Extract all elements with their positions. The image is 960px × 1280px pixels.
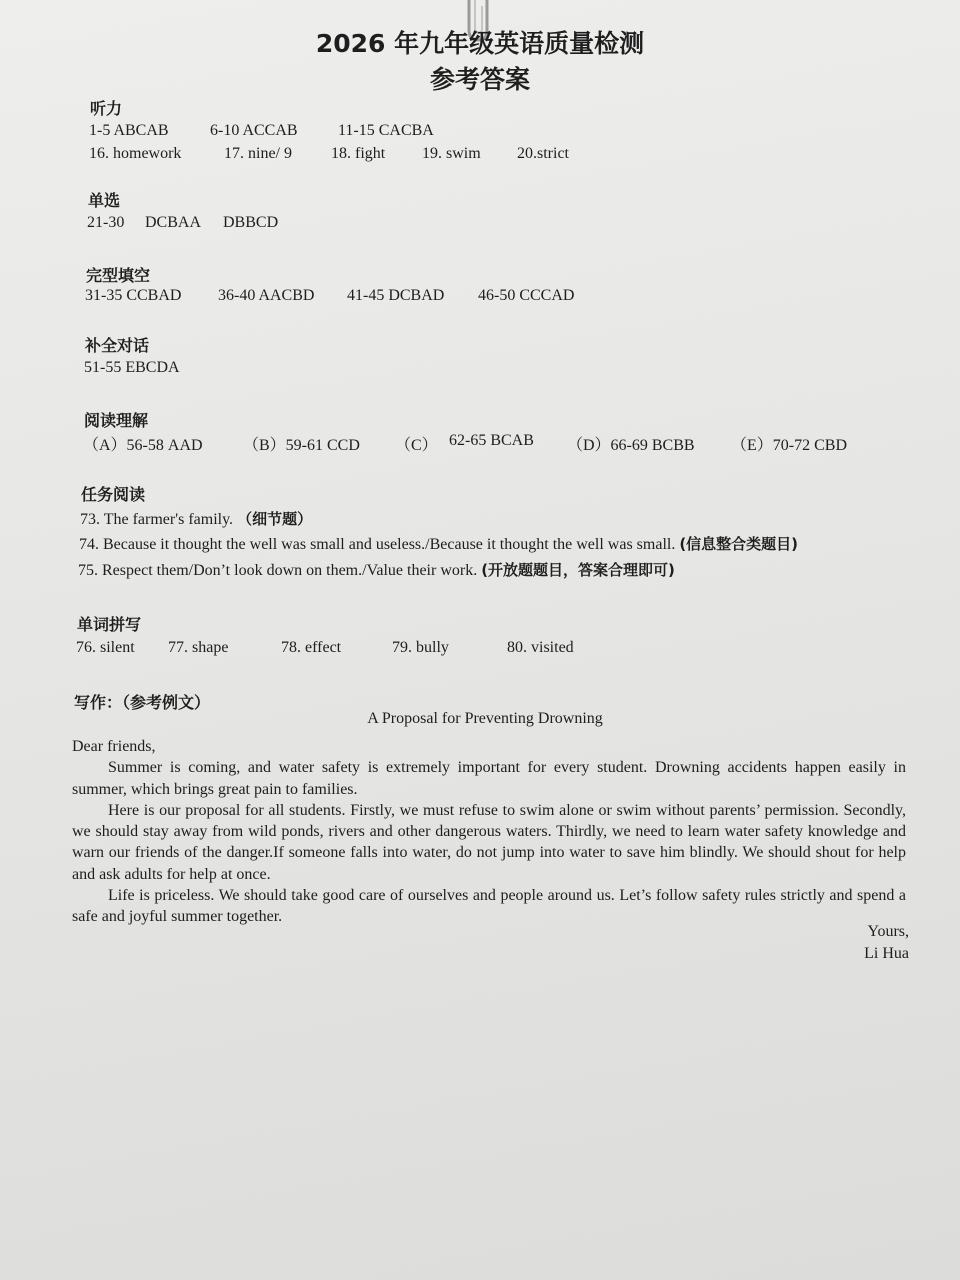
answer-item: 77. shape [168, 639, 229, 656]
answer-text: 74. Because it thought the well was small and useless./Because it thought the well was small. [79, 536, 676, 553]
answer-note: (信息整合类题目) [679, 535, 799, 553]
listening-heading: 听力 [90, 99, 123, 118]
essay-paragraph: Here is our proposal for all students. Firstly, we must refuse to swim alone or swim without parents’ permission. Secondly, we should stay away from wild ponds, rivers and other dangerous waters. Thirdly, we need to learn water safety knowledge and warn our friends of the danger.If someone falls into water, do not jump into water to save him blindly. We should shout for help and ask adults for help at once. [72, 801, 906, 883]
dialogue-heading: 补全对话 [85, 336, 150, 355]
answer-item: 6-10 ACCAB [210, 122, 298, 139]
page-title [0, 26, 960, 98]
answer-item: 36-40 AACBD [218, 287, 315, 304]
answer-item: DBBCD [223, 214, 279, 231]
answer-item: 31-35 CCBAD [85, 287, 182, 304]
answer-item: 11-15 CACBA [338, 122, 434, 139]
answer-item: 16. homework [89, 145, 182, 162]
single-choice-heading: 单选 [88, 191, 121, 210]
answer-item: 76. silent [76, 639, 135, 656]
writing-heading: 写作：（参考例文） [74, 693, 211, 712]
essay-body [72, 736, 906, 928]
essay-paragraph: Summer is coming, and water safety is extremely important for every student. Drowning accidents happen easily in summer, which brings great pain to families. [72, 759, 906, 798]
answer-item: 20.strict [517, 145, 569, 162]
answer-range: 21-30 [87, 214, 125, 231]
essay-closing: Yours, [867, 923, 909, 940]
answer-text: 75. Respect them/Don’t look down on them./Value their work. [78, 562, 478, 579]
answer-item: （A）56-58 AAD [83, 437, 203, 454]
answer-item: （B）59-61 CCD [243, 437, 360, 454]
title-line-2: 参考答案 [429, 65, 530, 94]
answer-item: 1-5 ABCAB [89, 122, 169, 139]
spelling-heading: 单词拼写 [77, 615, 142, 634]
answer-item: （C） [395, 437, 438, 454]
answer-item: （D）66-69 BCBB [567, 437, 695, 454]
essay-paragraph: Life is priceless. We should take good care of ourselves and people around us. Let’s follow safety rules strictly and spend a safe and joyful summer together. [72, 887, 906, 926]
answer-item: 62-65 BCAB [449, 432, 534, 449]
answer-item: 78. effect [281, 639, 342, 656]
answer-73 [80, 508, 312, 529]
answer-item: 80. visited [507, 639, 574, 656]
essay-title: A Proposal for Preventing Drowning [367, 710, 603, 727]
essay-signature: Li Hua [864, 945, 909, 962]
title-line-1: 2026 年九年级英语质量检测 [315, 29, 645, 58]
answer-item: 17. nine/ 9 [224, 145, 292, 162]
cloze-heading: 完型填空 [86, 266, 151, 285]
task-reading-heading: 任务阅读 [81, 485, 146, 504]
answer-item: 18. fight [331, 145, 386, 162]
answer-text: 73. The farmer's family. [80, 511, 234, 528]
answer-item: 41-45 DCBAD [347, 287, 445, 304]
answer-item: DCBAA [145, 214, 202, 231]
answer-note: （细节题） [237, 510, 313, 528]
answer-74 [79, 533, 798, 554]
answer-note: (开放题题目，答案合理即可) [481, 561, 675, 579]
essay-greeting: Dear friends, [72, 738, 156, 755]
answer-75 [78, 559, 675, 580]
answer-item: 46-50 CCCAD [478, 287, 575, 304]
answer-item: 51-55 EBCDA [84, 359, 180, 376]
reading-heading: 阅读理解 [84, 411, 149, 430]
answer-item: （E）70-72 CBD [731, 437, 848, 454]
answer-item: 79. bully [392, 639, 449, 656]
answer-item: 19. swim [422, 145, 481, 162]
